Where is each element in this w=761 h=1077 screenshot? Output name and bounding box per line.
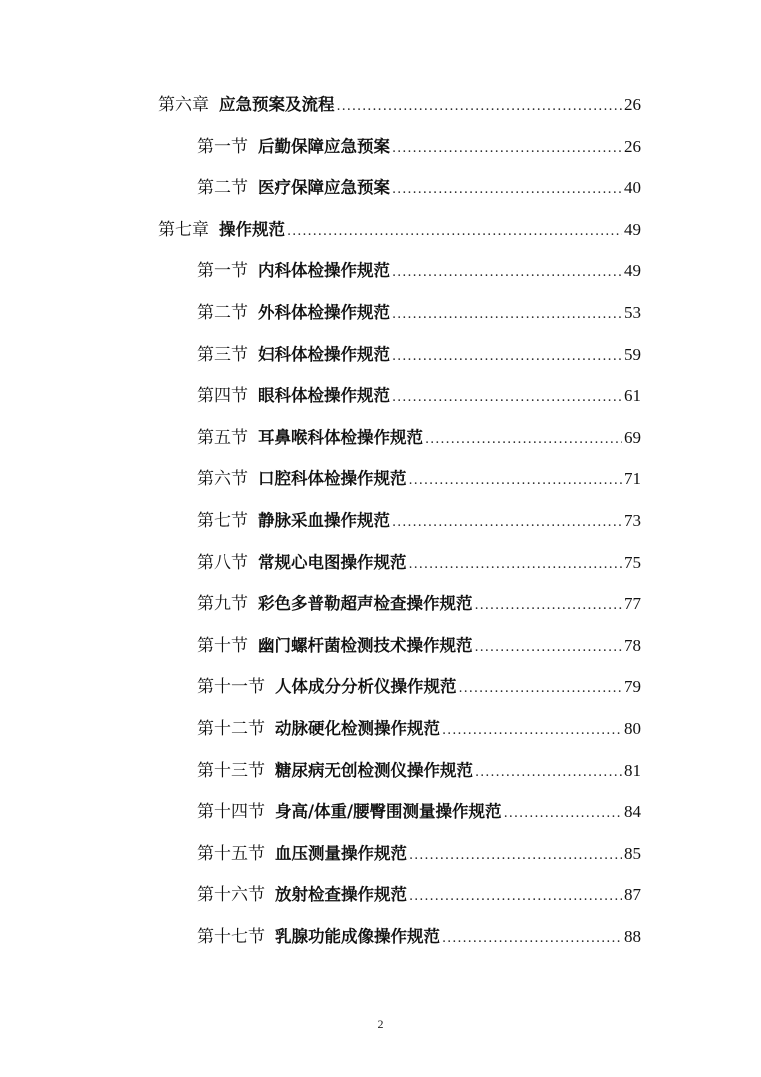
toc-entry-title: 眼科体检操作规范 xyxy=(258,386,390,406)
toc-section-entry[interactable] xyxy=(197,338,641,366)
toc-entry-title: 应急预案及流程 xyxy=(219,95,335,114)
toc-section-entry[interactable] xyxy=(197,546,641,574)
toc-entry-page: 87 xyxy=(624,885,641,905)
toc-entry-number: 第七章 xyxy=(158,219,209,240)
toc-entry-title: 放射检查操作规范 xyxy=(275,885,407,905)
toc-entry-title: 后勤保障应急预案 xyxy=(258,136,390,156)
dot-leader xyxy=(442,722,622,740)
dot-leader xyxy=(392,140,622,158)
toc-section-entry[interactable] xyxy=(197,878,641,906)
toc-section-entry[interactable] xyxy=(197,712,641,740)
toc-entry-number: 第十二节 xyxy=(197,719,265,739)
toc-entry-page: 85 xyxy=(624,843,641,863)
toc-entry-title: 口腔科体检操作规范 xyxy=(258,469,407,489)
toc-entry-number: 第一节 xyxy=(197,261,248,282)
toc-entry-page: 79 xyxy=(624,677,641,697)
dot-leader xyxy=(425,431,622,449)
toc-section-entry[interactable] xyxy=(197,670,641,698)
toc-entry-number: 第十四节 xyxy=(197,802,265,823)
dot-leader xyxy=(392,514,622,532)
toc-section-entry[interactable] xyxy=(197,296,641,324)
toc-entry-title: 乳腺功能成像操作规范 xyxy=(275,927,440,946)
toc-entry-title: 人体成分分析仪操作规范 xyxy=(275,677,457,697)
toc-entry-page: 40 xyxy=(624,178,641,198)
toc-entry-page: 69 xyxy=(624,427,641,447)
dot-leader xyxy=(409,472,623,490)
dot-leader xyxy=(287,223,622,241)
toc-entry-page: 61 xyxy=(624,386,641,406)
toc-entry-title: 彩色多普勒超声检查操作规范 xyxy=(258,594,473,614)
toc-entry-number: 第二节 xyxy=(197,303,248,323)
toc-entry-title: 耳鼻喉科体检操作规范 xyxy=(258,427,423,447)
toc-section-entry[interactable] xyxy=(197,254,641,282)
toc-entry-number: 第十六节 xyxy=(197,885,265,906)
dot-leader xyxy=(475,639,623,657)
toc-section-entry[interactable] xyxy=(197,421,641,449)
toc-chapter-entry[interactable] xyxy=(158,88,641,116)
toc-entry-title: 操作规范 xyxy=(219,219,285,239)
dot-leader xyxy=(442,930,622,948)
toc-entry-number: 第十七节 xyxy=(197,927,265,947)
toc-entry-title: 幽门螺杆菌检测技术操作规范 xyxy=(258,635,473,655)
toc-entry-number: 第十一节 xyxy=(197,677,265,698)
toc-entry-page: 84 xyxy=(624,802,641,822)
toc-entry-number: 第六节 xyxy=(197,469,248,490)
toc-entry-number: 第十五节 xyxy=(197,843,265,864)
toc-section-entry[interactable] xyxy=(197,920,641,948)
toc-entry-title: 糖尿病无创检测仪操作规范 xyxy=(275,760,473,780)
toc-section-entry[interactable] xyxy=(197,462,641,490)
toc-entry-page: 88 xyxy=(624,927,641,946)
dot-leader xyxy=(459,680,623,698)
toc-entry-title: 动脉硬化检测操作规范 xyxy=(275,719,440,738)
dot-leader xyxy=(504,805,622,823)
dot-leader xyxy=(409,847,622,865)
toc-entry-number: 第十三节 xyxy=(197,760,265,781)
toc-section-entry[interactable] xyxy=(197,379,641,407)
toc-entry-page: 73 xyxy=(624,511,641,530)
toc-section-entry[interactable] xyxy=(197,795,641,823)
toc-entry-page: 49 xyxy=(624,219,641,239)
page-number: 2 xyxy=(377,1017,384,1031)
toc-entry-page: 75 xyxy=(624,552,641,572)
toc-entry-page: 53 xyxy=(624,303,641,322)
dot-leader xyxy=(409,556,623,574)
toc-entry-title: 妇科体检操作规范 xyxy=(258,344,390,364)
dot-leader xyxy=(475,764,622,782)
toc-section-entry[interactable] xyxy=(197,629,641,657)
toc-entry-page: 78 xyxy=(624,635,641,655)
dot-leader xyxy=(392,389,622,407)
toc-entry-number: 第四节 xyxy=(197,386,248,407)
toc-entry-page: 59 xyxy=(624,344,641,364)
toc-entry-title: 医疗保障应急预案 xyxy=(258,178,390,198)
toc-section-entry[interactable] xyxy=(197,587,641,615)
toc-entry-page: 77 xyxy=(624,594,641,614)
toc-entry-number: 第一节 xyxy=(197,136,248,157)
dot-leader xyxy=(409,888,622,906)
toc-entry-title: 常规心电图操作规范 xyxy=(258,552,407,572)
toc-entry-page: 71 xyxy=(624,469,641,489)
toc-entry-number: 第十节 xyxy=(197,635,248,656)
toc-section-entry[interactable] xyxy=(197,171,641,199)
toc-entry-page: 81 xyxy=(624,760,641,780)
toc-entry-title: 静脉采血操作规范 xyxy=(258,511,390,530)
dot-leader xyxy=(337,98,623,116)
dot-leader xyxy=(475,597,623,615)
toc-entry-number: 第八节 xyxy=(197,552,248,573)
toc-entry-number: 第三节 xyxy=(197,344,248,365)
toc-entry-page: 80 xyxy=(624,719,641,738)
toc-entry-title: 内科体检操作规范 xyxy=(258,261,390,281)
toc-entry-page: 26 xyxy=(624,95,641,114)
toc-section-entry[interactable] xyxy=(197,504,641,532)
dot-leader xyxy=(392,181,622,199)
toc-entry-title: 身高/体重/腰臀围测量操作规范 xyxy=(275,802,502,822)
toc-entry-page: 49 xyxy=(624,261,641,281)
dot-leader xyxy=(392,348,622,366)
toc-section-entry[interactable] xyxy=(197,837,641,865)
dot-leader xyxy=(392,306,622,324)
toc-entry-page: 26 xyxy=(624,136,641,156)
toc-section-entry[interactable] xyxy=(197,754,641,782)
toc-section-entry[interactable] xyxy=(197,130,641,158)
dot-leader xyxy=(392,264,622,282)
toc-entry-number: 第七节 xyxy=(197,511,248,531)
toc-entry-title: 外科体检操作规范 xyxy=(258,303,390,322)
toc-entry-number: 第九节 xyxy=(197,594,248,615)
toc-entry-number: 第六章 xyxy=(158,95,209,115)
toc-entry-title: 血压测量操作规范 xyxy=(275,843,407,863)
toc-entry-number: 第二节 xyxy=(197,178,248,199)
toc-entry-number: 第五节 xyxy=(197,427,248,448)
toc-chapter-entry[interactable] xyxy=(158,213,641,241)
